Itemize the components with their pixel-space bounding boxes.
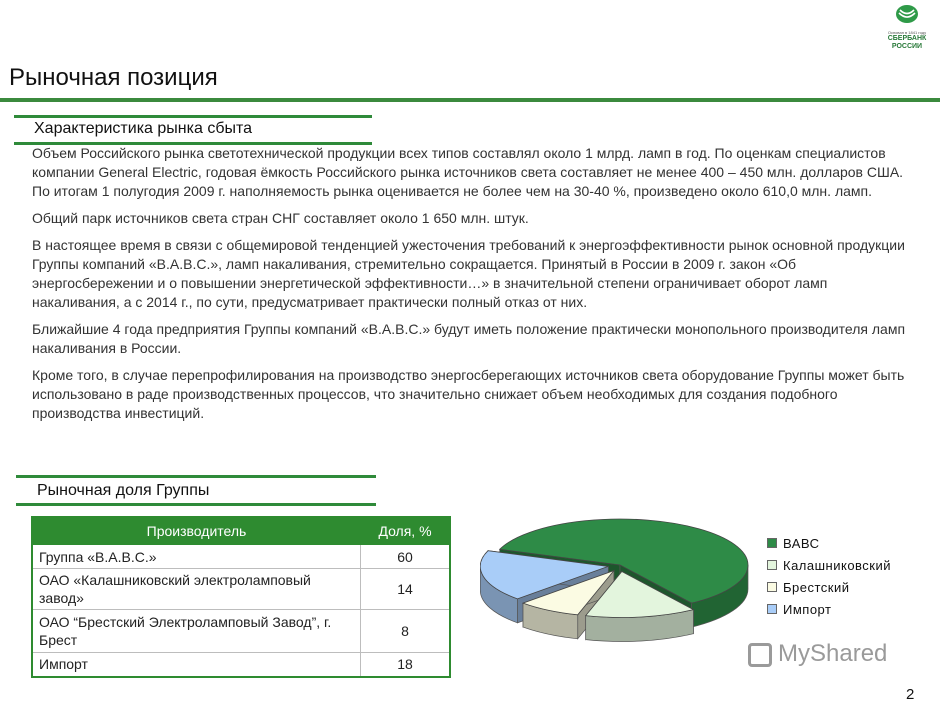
section-heading-share: Рыночная доля Группы [37,482,210,499]
sberbank-logo [876,4,938,64]
section-heading-market: Характеристика рынка сбыта [34,120,253,137]
producer-cell: ОАО «Калашниковский электроламповый завод» [32,569,361,610]
paragraph: В настоящее время в связи с общемировой тенденцией ужесточения требований к энергоэффективности рынок основной продукции Группы компаний «В.А.В.С.», ламп накаливания, стремительно сокращается. Принятый в России в 2009 г. закон «Об энергосбережении и о повышении энергетической эффективности…» в значительной степени ограничивает оборот ламп накаливания, а с 2014 г., по сути, предусматривает практически полный отказ от них. [32,237,905,310]
legend-swatch [767,560,777,570]
table-row [32,610,450,653]
market-description [32,144,912,431]
market-share-pie-chart [480,505,765,675]
logo-line1: СБЕРБАНК [887,35,927,42]
legend-item [767,554,891,576]
logo-line2: РОССИИ [891,43,923,50]
paragraph: Ближайшие 4 года предприятия Группы компаний «В.А.В.С.» будут иметь положение практически монопольного производителя ламп накаливания в России. [32,321,906,356]
chart-legend [767,532,891,620]
section-rule-top [14,115,372,118]
table-row [32,653,450,677]
producer-cell: Импорт [32,653,361,677]
table-row [32,545,450,569]
share-cell: 14 [361,569,451,610]
page-title: Рыночная позиция [9,64,218,91]
legend-swatch [767,604,777,614]
legend-label: Брестский [783,579,850,595]
legend-swatch [767,538,777,548]
share-cell: 18 [361,653,451,677]
legend-swatch [767,582,777,592]
legend-label: ВАВС [783,535,820,551]
watermark-icon [748,643,772,667]
logo-since: Основан в 1841 году [887,30,927,35]
page-number: 2 [906,686,915,703]
producer-cell: Группа «В.А.В.С.» [32,545,361,569]
watermark-text: MyShared [778,640,888,667]
paragraph: Объем Российского рынка светотехнической продукции всех типов составлял около 1 млрд. ламп в год. По оценкам специалистов компании General Electric, годовая ёмкость Российского рынка источников света составляет не менее 400 – 450 млн. долларов США. По итогам 1 полугодия 2009 г. наполняемость рынка оценивается не более чем на 30-40 %, произведено около 610,0 млн. ламп. [32,145,904,199]
paragraph: Кроме того, в случае перепрофилирования на производство энергосберегающих источников света оборудование Группы может быть использовано в раде производственных процессов, что значительно снижает объем необходимых для создания подобного производства инвестиций. [32,367,905,421]
table-header-share: Доля, % [361,517,451,545]
market-share-table [31,516,451,678]
legend-item [767,576,891,598]
legend-label: Импорт [783,601,832,617]
share-cell: 8 [361,610,451,653]
section2-rule-bottom [16,503,376,506]
sberbank-logo-icon [895,4,919,24]
producer-cell: ОАО “Брестский Электроламповый Завод”, г. Брест [32,610,361,653]
title-divider [0,98,940,102]
watermark [748,640,887,668]
section2-rule-top [16,475,376,478]
share-cell: 60 [361,545,451,569]
legend-item [767,532,891,554]
paragraph: Общий парк источников света стран СНГ составляет около 1 650 млн. штук. [32,210,529,226]
table-header-producer: Производитель [32,517,361,545]
legend-item [767,598,891,620]
legend-label: Калашниковский [783,557,892,573]
table-row [32,569,450,610]
